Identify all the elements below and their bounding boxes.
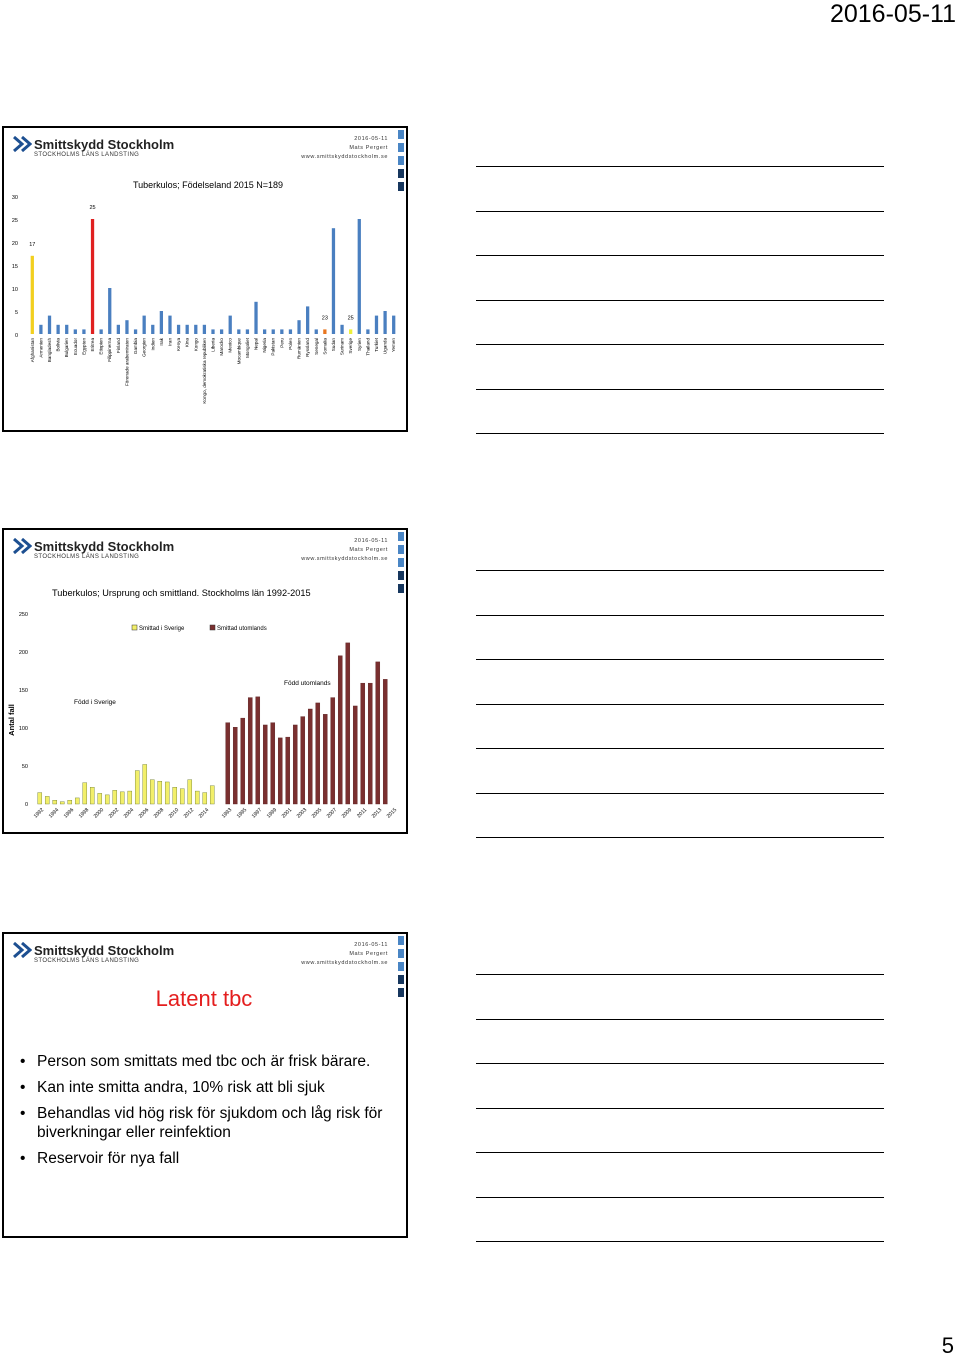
bar	[286, 737, 290, 804]
org-sub: STOCKHOLMS LÄNS LANDSTING	[34, 958, 140, 964]
bar	[366, 329, 369, 334]
x-tick-label: 2001	[280, 807, 294, 820]
x-tick-label: 2008	[152, 807, 166, 820]
x-tick-label: Peru	[279, 338, 285, 348]
x-tick-label: 1997	[250, 807, 264, 820]
x-tick-label: Turkiet	[373, 338, 379, 352]
strip-segment	[398, 936, 404, 945]
legend-label: Smittad utomlands	[217, 626, 267, 632]
x-tick-label: 1992	[32, 807, 46, 820]
bar	[74, 329, 77, 334]
note-line	[476, 300, 884, 301]
bar	[39, 325, 42, 334]
x-tick-label: Iran	[167, 338, 173, 346]
note-line	[476, 1019, 884, 1020]
x-tick-label: 2013	[370, 807, 384, 820]
x-tick-label: Bulgarien	[64, 338, 70, 358]
bar	[45, 796, 49, 804]
bar	[91, 219, 94, 334]
bar	[168, 316, 171, 334]
x-tick-label: Thailand	[365, 338, 371, 356]
bar	[368, 683, 372, 804]
bar	[306, 306, 309, 334]
bar	[289, 329, 292, 334]
x-tick-label: Rumänien	[296, 338, 302, 359]
org-sub: STOCKHOLMS LÄNS LANDSTING	[34, 152, 140, 158]
bar	[392, 316, 395, 334]
group-label: Född i Sverige	[74, 699, 116, 706]
bar	[293, 725, 297, 804]
x-tick-label: 2014	[197, 807, 211, 820]
slide-url: www.smittskyddstockholm.se	[301, 960, 388, 966]
bar	[340, 325, 343, 334]
bar	[60, 802, 64, 804]
note-line	[476, 1241, 884, 1242]
x-tick-label: 2011	[356, 807, 369, 820]
bar	[331, 698, 335, 804]
x-tick-label: Sudan	[330, 338, 336, 352]
legend-swatch	[132, 625, 137, 630]
bar	[323, 714, 327, 804]
slide-title: Latent tbc	[155, 986, 253, 1011]
bar	[125, 320, 128, 334]
x-tick-label: Irak	[158, 338, 164, 346]
x-tick-label: Armenien	[38, 338, 44, 358]
bar	[83, 783, 87, 804]
bar	[375, 316, 378, 334]
x-tick-label: Ryssland	[305, 338, 311, 357]
x-tick-label: Marocko	[219, 338, 225, 356]
note-line	[476, 704, 884, 705]
slide-latent-tbc	[2, 932, 408, 1238]
data-label: 25	[347, 315, 354, 322]
x-tick-label: Sverige	[348, 338, 354, 354]
x-tick-label: 2004	[122, 807, 136, 820]
slide-origin-chart	[2, 528, 408, 834]
note-line	[476, 570, 884, 571]
x-tick-label: Syrien	[356, 338, 362, 352]
x-tick-label: Polen	[287, 338, 293, 350]
x-tick-label: Mocambique	[236, 338, 242, 365]
chart-title: Tuberkulos; Ursprung och smittland. Stockholms län 1992-2015	[52, 588, 311, 598]
org-name: Smittskydd Stockholm	[34, 539, 175, 554]
bar	[105, 795, 109, 804]
y-tick-label: 30	[11, 195, 18, 201]
slide-birth-country-chart	[2, 126, 408, 432]
note-line	[476, 974, 884, 975]
bar	[271, 723, 275, 804]
strip-segment	[398, 946, 404, 948]
slide-author: Mats Pergert	[349, 951, 388, 957]
bar	[143, 764, 147, 804]
note-line	[476, 615, 884, 616]
bar	[301, 717, 305, 804]
y-tick-label: 15	[11, 264, 18, 270]
slide-url: www.smittskyddstockholm.se	[301, 556, 388, 562]
x-tick-label: Mongoliet	[244, 338, 250, 358]
note-line	[476, 389, 884, 390]
note-line	[476, 1197, 884, 1198]
x-tick-label: 1993	[220, 807, 234, 820]
bar	[180, 789, 184, 804]
bar	[194, 325, 197, 334]
bar	[108, 288, 111, 334]
y-tick-label: 100	[18, 726, 28, 732]
slide-author: Mats Pergert	[349, 145, 388, 151]
bar	[358, 219, 361, 334]
bar	[120, 792, 124, 804]
x-tick-label: Kongo, demokratiska republiken	[201, 338, 207, 404]
slide-date: 2016-05-11	[354, 538, 388, 544]
y-tick-label: 50	[21, 764, 28, 770]
note-line	[476, 344, 884, 345]
x-tick-label: Förenade arabemiraten	[124, 338, 130, 387]
slide-url: www.smittskyddstockholm.se	[301, 154, 388, 160]
slide-header	[4, 934, 396, 968]
y-tick-label: 250	[18, 612, 28, 618]
strip-segment	[398, 959, 404, 961]
bar	[75, 798, 79, 804]
x-tick-label: Uganda	[382, 338, 388, 355]
bar	[151, 325, 154, 334]
origin-bar-chart	[4, 530, 406, 830]
x-tick-label: 2005	[310, 807, 324, 820]
page-date: 2016-05-11	[829, 0, 956, 28]
y-axis-label: Antal fall	[7, 704, 16, 736]
x-tick-label: Kongo	[193, 338, 199, 352]
x-tick-label: 1999	[265, 807, 279, 820]
note-line	[476, 793, 884, 794]
bar	[220, 329, 223, 334]
bullet-item: • Reservoir för nya fall	[18, 1149, 388, 1168]
note-line	[476, 659, 884, 660]
bar	[323, 329, 326, 334]
bar	[173, 787, 177, 804]
bar	[188, 780, 192, 804]
bar	[158, 781, 162, 804]
y-tick-label: 10	[11, 287, 18, 293]
bar	[256, 697, 260, 804]
x-tick-label: Somalia	[322, 338, 328, 355]
bar	[143, 316, 146, 334]
bar	[160, 311, 163, 334]
org-name: Smittskydd Stockholm	[34, 943, 175, 958]
strip-segment	[398, 962, 404, 971]
x-tick-label: 2009	[340, 807, 354, 820]
x-tick-label: Nepal	[253, 338, 259, 351]
x-tick-label: Egypten	[81, 338, 87, 355]
bar	[316, 703, 320, 804]
birth-country-bar-chart	[4, 128, 406, 428]
note-line	[476, 1108, 884, 1109]
x-tick-label: 2012	[182, 807, 196, 820]
bar	[128, 791, 132, 804]
bar	[383, 679, 387, 804]
bar	[237, 329, 240, 334]
data-label: 25	[89, 205, 96, 211]
data-label: 17	[29, 241, 36, 248]
bar	[150, 780, 154, 804]
slide-date: 2016-05-11	[354, 942, 388, 948]
bar	[246, 329, 249, 334]
bar	[315, 329, 318, 334]
bar	[68, 800, 72, 804]
bar	[254, 302, 257, 334]
bar	[65, 325, 68, 334]
x-tick-label: Kenya	[176, 338, 182, 352]
bar	[210, 786, 214, 804]
bar	[100, 329, 103, 334]
bar	[203, 793, 207, 804]
bar	[263, 725, 267, 804]
org-sub: STOCKHOLMS LÄNS LANDSTING	[34, 554, 140, 560]
x-tick-label: 1994	[47, 807, 61, 820]
bar	[90, 787, 94, 804]
y-tick-label: 0	[14, 333, 18, 339]
x-tick-label: Bolivia	[55, 338, 61, 352]
x-tick-label: 2007	[325, 807, 339, 820]
data-label: 23	[321, 315, 328, 322]
x-tick-label: Pakistan	[270, 338, 276, 356]
x-tick-label: Georgien	[141, 338, 147, 357]
bar	[349, 329, 352, 334]
y-tick-label: 5	[14, 310, 18, 316]
bar	[113, 790, 117, 804]
x-tick-label: 2015	[385, 807, 399, 820]
bar	[31, 256, 34, 334]
x-tick-label: Surinam	[339, 338, 345, 356]
x-tick-label: Finland	[115, 338, 121, 354]
bar	[376, 662, 380, 804]
page-number: 5	[941, 1333, 954, 1358]
bar	[248, 698, 252, 804]
bar	[338, 656, 342, 804]
y-tick-label: 200	[18, 650, 28, 656]
x-tick-label: 1998	[77, 807, 91, 820]
bar	[383, 311, 386, 334]
x-tick-label: Ecuador	[72, 338, 78, 356]
legend-swatch	[210, 625, 215, 630]
x-tick-label: Etiopien	[98, 338, 104, 355]
bar	[226, 723, 230, 804]
strip-segment	[398, 949, 404, 958]
bar	[346, 643, 350, 804]
bullet-item: • Person som smittats med tbc och är frisk bärare.	[18, 1052, 388, 1071]
bar	[98, 793, 102, 804]
x-tick-label: Liberia	[210, 338, 216, 352]
x-tick-label: Senegal	[313, 338, 319, 355]
bar	[195, 791, 199, 804]
bar	[177, 325, 180, 334]
x-tick-label: Indien	[150, 338, 156, 351]
org-name: Smittskydd Stockholm	[34, 137, 175, 152]
y-tick-label: 20	[11, 241, 18, 247]
bullet-item: • Kan inte smitta andra, 10% risk att bli sjuk	[18, 1078, 388, 1097]
bar	[134, 329, 137, 334]
strip-segment	[398, 972, 404, 974]
x-tick-label: Gambia	[133, 338, 139, 355]
bar	[332, 228, 335, 334]
note-line	[476, 433, 884, 434]
bar	[186, 325, 189, 334]
bar	[297, 320, 300, 334]
bar	[56, 325, 59, 334]
x-tick-label: 1996	[62, 807, 76, 820]
bar	[272, 329, 275, 334]
note-line	[476, 748, 884, 749]
x-tick-label: 2006	[137, 807, 151, 820]
note-line	[476, 1063, 884, 1064]
bar	[229, 316, 232, 334]
note-line	[476, 166, 884, 167]
x-tick-label: 2003	[295, 807, 309, 820]
slide-author: Mats Pergert	[349, 547, 388, 553]
bullet-item: • Behandlas vid hög risk för sjukdom och låg risk för biverkningar eller reinfektion	[18, 1104, 388, 1142]
x-tick-label: Yemen	[391, 338, 397, 353]
y-tick-label: 0	[24, 802, 28, 808]
note-line	[476, 255, 884, 256]
note-line	[476, 837, 884, 838]
note-line	[476, 211, 884, 212]
bar	[53, 800, 57, 804]
x-tick-label: Afghanistan	[29, 338, 35, 363]
bar	[308, 709, 312, 804]
org-logo-icon	[12, 941, 32, 959]
bar	[361, 683, 365, 804]
bar	[280, 329, 283, 334]
bar	[233, 727, 237, 804]
x-tick-label: Filippinerna	[107, 338, 113, 362]
x-tick-label: 2002	[107, 807, 121, 820]
bar	[82, 329, 85, 334]
x-tick-label: Eritrea	[90, 338, 96, 352]
bullet-list	[18, 1052, 388, 1175]
x-tick-label: Kina	[184, 338, 190, 348]
bar	[278, 738, 282, 804]
x-tick-label: 2000	[92, 807, 106, 820]
bar	[165, 782, 169, 804]
x-tick-label: Bangladesh	[47, 338, 53, 363]
bar	[203, 325, 206, 334]
bar	[241, 718, 245, 804]
x-tick-label: Nigeria	[262, 338, 268, 353]
y-tick-label: 150	[18, 688, 28, 694]
x-tick-label: Mexico	[227, 338, 233, 353]
strip-segment	[398, 975, 404, 984]
bar	[263, 329, 266, 334]
y-tick-label: 25	[11, 218, 18, 224]
bar	[48, 316, 51, 334]
x-tick-label: 1995	[235, 807, 249, 820]
bar	[211, 329, 214, 334]
bar	[38, 793, 42, 804]
note-line	[476, 1152, 884, 1153]
group-label: Född utomlands	[284, 680, 331, 687]
bar	[117, 325, 120, 334]
x-tick-label: 2010	[167, 807, 181, 820]
legend-label: Smittad i Sverige	[139, 626, 185, 632]
slide-date: 2016-05-11	[354, 136, 388, 142]
bar	[353, 706, 357, 804]
bar	[135, 771, 139, 804]
chart-title: Tuberkulos; Födelseland 2015 N=189	[132, 180, 284, 190]
